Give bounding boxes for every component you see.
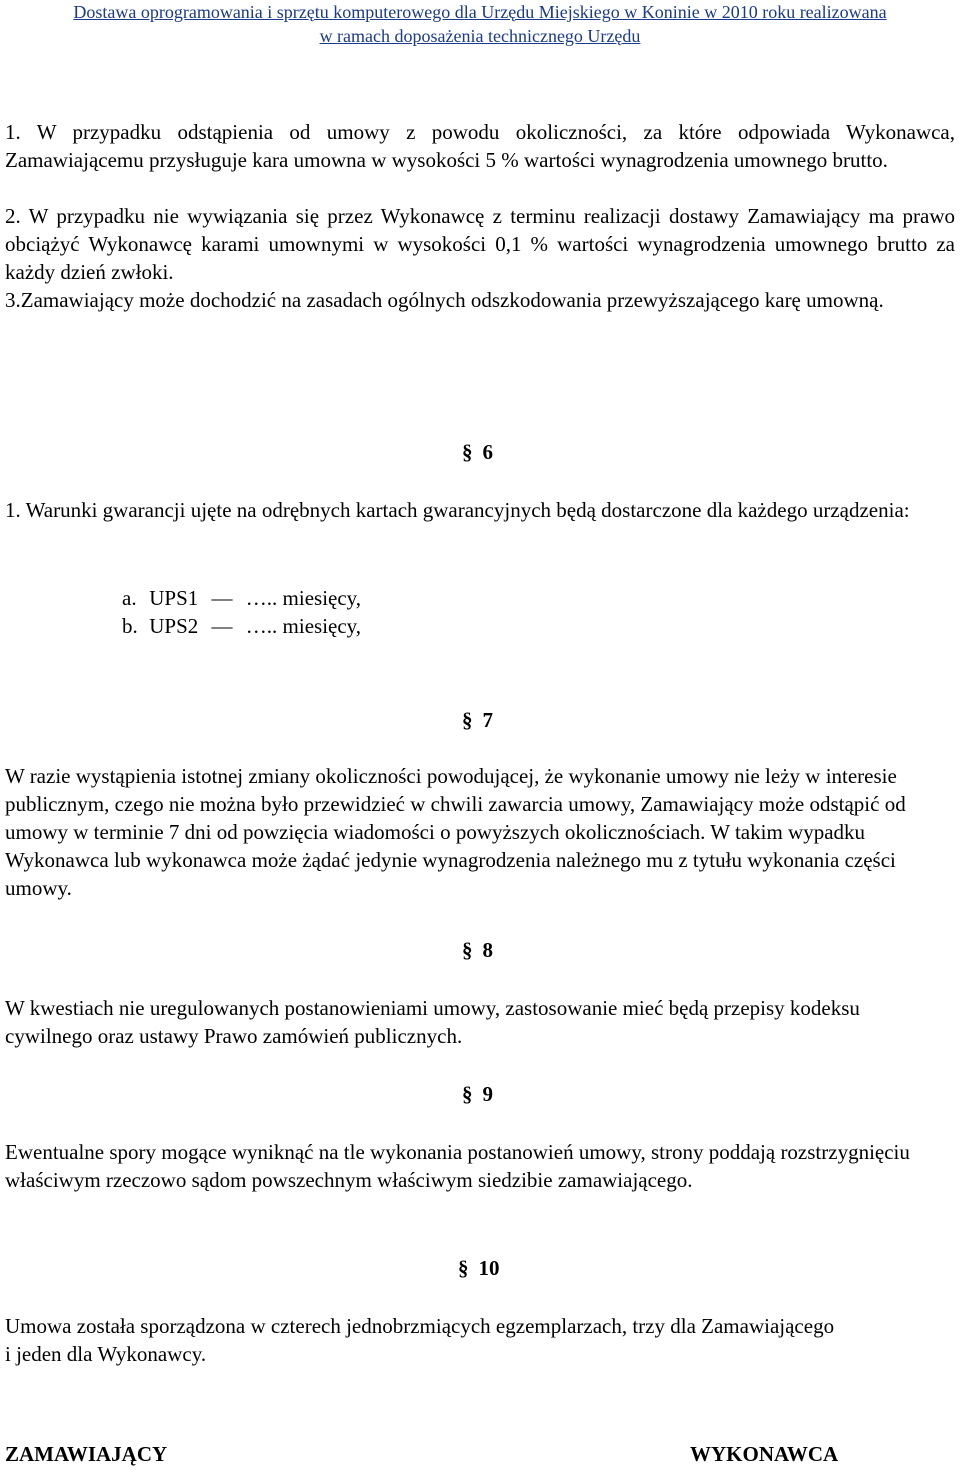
list-marker: b.: [122, 614, 138, 638]
device-name: UPS1: [149, 586, 199, 610]
clause-damages: 3.Zamawiający może dochodzić na zasadach ogólnych odszkodowania przewyższającego karę umowną.: [5, 288, 884, 312]
section-heading-8: [462, 936, 493, 964]
section-heading-10: [458, 1254, 500, 1282]
clause-penalty-withdrawal: 1. W przypadku odstąpienia od umowy z powodu okoliczności, za które odpowiada Wykonawca, Zamawiającemu przysługuje kara umowna w wysokości 5 % wartości wynagrodzenia umownego brutto.: [5, 120, 955, 172]
warranty-months: ….. miesięcy,: [245, 614, 362, 638]
section-number: 6: [482, 440, 493, 464]
section-symbol: §: [462, 708, 473, 732]
section-symbol: §: [458, 1256, 469, 1280]
section-symbol: §: [462, 938, 473, 962]
list-dash: —: [211, 614, 233, 638]
device-name: UPS2: [149, 614, 199, 638]
warranty-intro-number: 1.: [5, 498, 21, 522]
section-number: 10: [478, 1256, 500, 1280]
section-number: 7: [482, 708, 493, 732]
list-item: [122, 584, 361, 612]
list-item: [122, 612, 361, 640]
warranty-intro-text: Warunki gwarancji ujęte na odrębnych kartach gwarancyjnych będą dostarczone dla każdego urządzenia:: [25, 498, 910, 522]
warranty-months: ….. miesięcy,: [245, 586, 362, 610]
warranty-intro: [5, 496, 935, 524]
section-symbol: §: [462, 1082, 473, 1106]
clause-withdrawal-circumstances: W razie wystąpienia istotnej zmiany okoliczności powodującej, że wykonanie umowy nie leży w interesie publicznym, czego nie można było przewidzieć w chwili zawarcia umowy, Zamawiający może odstąpić od umowy w terminie 7 dni od powzięcia wiadomości o powyższych okolicznościach. W takim wypadku Wykonawca lub wykonawca może żądać jedynie wynagrodzenia należnego mu z tytułu wykonania części umowy.: [5, 764, 906, 900]
signature-contracting-authority: ZAMAWIAJĄCY: [5, 1442, 168, 1466]
clause-disputes: Ewentualne spory mogące wyniknąć na tle wykonania postanowień umowy, strony poddają rozstrzygnięciu właściwym rzeczowo sądom powszechnym właściwym siedzibie zamawiającego.: [5, 1140, 910, 1192]
header-line-2: w ramach doposażenia technicznego Urzędu: [319, 26, 641, 46]
section-number: 9: [482, 1082, 493, 1106]
section-heading-7: [462, 706, 493, 734]
section-symbol: §: [462, 440, 473, 464]
header-line-1: Dostawa oprogramowania i sprzętu komputerowego dla Urzędu Miejskiego w Koninie w 2010 roku realizowana: [73, 2, 887, 22]
section-number: 8: [482, 938, 493, 962]
section-heading-6: [462, 438, 493, 466]
signature-contractor: WYKONAWCA: [690, 1442, 839, 1466]
list-dash: —: [211, 586, 233, 610]
clause-applicable-law: W kwestiach nie uregulowanych postanowieniami umowy, zastosowanie mieć będą przepisy kodeksu cywilnego oraz ustawy Prawo zamówień publicznych.: [5, 996, 860, 1048]
list-marker: a.: [122, 586, 137, 610]
section-heading-9: [462, 1080, 493, 1108]
clause-copies: Umowa została sporządzona w czterech jednobrzmiących egzemplarzach, trzy dla Zamawiającego i jeden dla Wykonawcy.: [5, 1314, 835, 1366]
clause-penalty-delay: 2. W przypadku nie wywiązania się przez Wykonawcę z terminu realizacji dostawy Zamawiający ma prawo obciążyć Wykonawcę karami umownymi w wysokości 0,1 % wartości wynagrodzenia umownego brutto za każdy dzień zwłoki.: [5, 204, 955, 284]
